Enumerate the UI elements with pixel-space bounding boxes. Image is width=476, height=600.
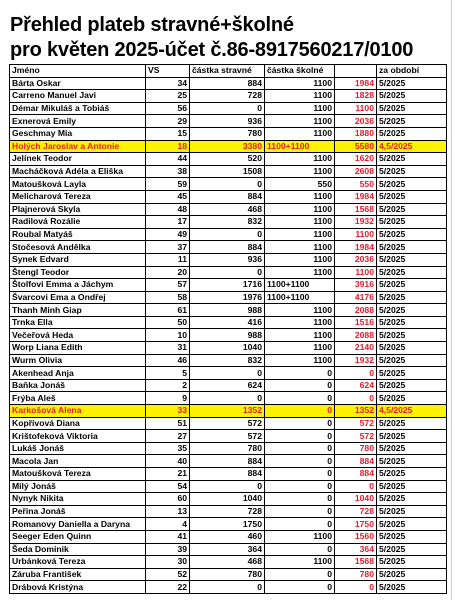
- table-row: [10, 153, 447, 166]
- cell-skolne: 1100: [265, 102, 335, 115]
- cell-name: Šeda Dominik: [10, 543, 146, 556]
- cell-skolne: 1100: [265, 115, 335, 128]
- cell-name: Lukáš Jonáš: [10, 442, 146, 455]
- table-row: [10, 329, 447, 342]
- table-row: [10, 190, 447, 203]
- cell-vs: 20: [146, 266, 190, 279]
- cell-name: Wurm Olivia: [10, 354, 146, 367]
- cell-stravne: 988: [190, 329, 265, 342]
- cell-skolne: 0: [265, 568, 335, 581]
- cell-total: 884: [335, 468, 377, 481]
- cell-total: 1932: [335, 354, 377, 367]
- cell-name: Štolfovi Emma a Jáchym: [10, 279, 146, 292]
- cell-name: Jelínek Teodor: [10, 153, 146, 166]
- cell-total: 550: [335, 178, 377, 191]
- cell-total: 1516: [335, 316, 377, 329]
- cell-period: 5/2025: [377, 367, 447, 380]
- table-row: [10, 367, 447, 380]
- table-row: [10, 266, 447, 279]
- cell-stravne: 1352: [190, 405, 265, 418]
- cell-vs: 17: [146, 216, 190, 229]
- cell-vs: 31: [146, 342, 190, 355]
- table-row: [10, 556, 447, 569]
- cell-total: 0: [335, 581, 377, 594]
- cell-name: Macháčková Adéla a Eliška: [10, 165, 146, 178]
- cell-vs: 45: [146, 190, 190, 203]
- cell-period: 5/2025: [377, 480, 447, 493]
- cell-vs: 58: [146, 291, 190, 304]
- cell-total: 364: [335, 543, 377, 556]
- cell-stravne: 468: [190, 556, 265, 569]
- cell-total: 0: [335, 480, 377, 493]
- cell-total: 1620: [335, 153, 377, 166]
- cell-skolne: 0: [265, 480, 335, 493]
- table-row: [10, 203, 447, 216]
- cell-period: 5/2025: [377, 190, 447, 203]
- cell-vs: 35: [146, 442, 190, 455]
- cell-period: 5/2025: [377, 127, 447, 140]
- cell-skolne: 1100: [265, 127, 335, 140]
- cell-period: 5/2025: [377, 518, 447, 531]
- cell-stravne: 780: [190, 442, 265, 455]
- cell-total: 2140: [335, 342, 377, 355]
- cell-skolne: 0: [265, 379, 335, 392]
- cell-skolne: 1100: [265, 165, 335, 178]
- cell-period: 5/2025: [377, 90, 447, 103]
- cell-name: Synek Edvard: [10, 253, 146, 266]
- cell-stravne: 884: [190, 455, 265, 468]
- cell-period: 5/2025: [377, 342, 447, 355]
- cell-name: Baňka Jonáš: [10, 379, 146, 392]
- cell-name: Milý Jonáš: [10, 480, 146, 493]
- cell-stravne: 416: [190, 316, 265, 329]
- cell-vs: 5: [146, 367, 190, 380]
- cell-name: Večeřová Heda: [10, 329, 146, 342]
- cell-period: 5/2025: [377, 455, 447, 468]
- cell-period: 5/2025: [377, 530, 447, 543]
- cell-vs: 25: [146, 90, 190, 103]
- cell-name: Peřina Jonáš: [10, 505, 146, 518]
- cell-skolne: 1100: [265, 253, 335, 266]
- cell-vs: 50: [146, 316, 190, 329]
- cell-skolne: 550: [265, 178, 335, 191]
- cell-skolne: 1100: [265, 342, 335, 355]
- cell-total: 1352: [335, 405, 377, 418]
- cell-name: Matoušková Tereza: [10, 468, 146, 481]
- header-total: [335, 65, 377, 78]
- cell-vs: 33: [146, 405, 190, 418]
- cell-name: Plajnerová Skyla: [10, 203, 146, 216]
- cell-period: 5/2025: [377, 543, 447, 556]
- cell-vs: 49: [146, 228, 190, 241]
- cell-name: Exnerová Emily: [10, 115, 146, 128]
- table-row: [10, 442, 447, 455]
- cell-vs: 52: [146, 568, 190, 581]
- cell-name: Švarcovi Ema a Ondřej: [10, 291, 146, 304]
- cell-skolne: 0: [265, 417, 335, 430]
- cell-vs: 10: [146, 329, 190, 342]
- table-row: [10, 241, 447, 254]
- cell-name: Matoušková Layla: [10, 178, 146, 191]
- table-row: [10, 90, 447, 103]
- cell-name: Frýba Aleš: [10, 392, 146, 405]
- table-row: [10, 518, 447, 531]
- cell-skolne: 1100: [265, 316, 335, 329]
- cell-total: 3916: [335, 279, 377, 292]
- cell-period: 5/2025: [377, 316, 447, 329]
- cell-period: 5/2025: [377, 253, 447, 266]
- cell-name: Macola Jan: [10, 455, 146, 468]
- cell-vs: 22: [146, 581, 190, 594]
- cell-period: 5/2025: [377, 216, 447, 229]
- cell-name: Démar Mikuláš a Tobiáš: [10, 102, 146, 115]
- table-row: [10, 228, 447, 241]
- cell-period: 5/2025: [377, 77, 447, 90]
- cell-stravne: 3380: [190, 140, 265, 153]
- cell-total: 2036: [335, 253, 377, 266]
- cell-period: 5/2025: [377, 153, 447, 166]
- cell-skolne: 1100: [265, 329, 335, 342]
- cell-total: 1828: [335, 90, 377, 103]
- header-period: za období: [377, 65, 447, 78]
- cell-vs: 39: [146, 543, 190, 556]
- cell-stravne: 780: [190, 127, 265, 140]
- header-stravne: částka stravné: [190, 65, 265, 78]
- cell-skolne: 0: [265, 405, 335, 418]
- cell-skolne: 1100: [265, 266, 335, 279]
- table-row: [10, 253, 447, 266]
- cell-name: Carreno Manuel Javi: [10, 90, 146, 103]
- cell-vs: 9: [146, 392, 190, 405]
- cell-period: 5/2025: [377, 228, 447, 241]
- table-row: [10, 568, 447, 581]
- cell-total: 2088: [335, 329, 377, 342]
- cell-period: 5/2025: [377, 165, 447, 178]
- cell-skolne: 0: [265, 442, 335, 455]
- cell-vs: 37: [146, 241, 190, 254]
- payments-table: [9, 64, 447, 594]
- table-row: [10, 279, 447, 292]
- cell-vs: 30: [146, 556, 190, 569]
- cell-stravne: 832: [190, 354, 265, 367]
- cell-name: Stočesová Andělka: [10, 241, 146, 254]
- cell-stravne: 1976: [190, 291, 265, 304]
- table-row: [10, 140, 447, 153]
- cell-name: Trnka Ella: [10, 316, 146, 329]
- cell-skolne: 1100: [265, 228, 335, 241]
- cell-name: Seeger Eden Quinn: [10, 530, 146, 543]
- cell-vs: 11: [146, 253, 190, 266]
- cell-total: 0: [335, 392, 377, 405]
- table-row: [10, 127, 447, 140]
- cell-period: 5/2025: [377, 291, 447, 304]
- cell-total: 1984: [335, 190, 377, 203]
- cell-vs: 13: [146, 505, 190, 518]
- cell-stravne: 0: [190, 392, 265, 405]
- cell-vs: 15: [146, 127, 190, 140]
- cell-stravne: 728: [190, 90, 265, 103]
- cell-skolne: 1100+1100: [265, 291, 335, 304]
- cell-total: 2088: [335, 304, 377, 317]
- cell-total: 1100: [335, 266, 377, 279]
- cell-name: Melicharová Tereza: [10, 190, 146, 203]
- cell-total: 624: [335, 379, 377, 392]
- cell-period: 5/2025: [377, 304, 447, 317]
- cell-stravne: 468: [190, 203, 265, 216]
- header-skolne: částka školné: [265, 65, 335, 78]
- cell-vs: 2: [146, 379, 190, 392]
- cell-stravne: 0: [190, 480, 265, 493]
- cell-skolne: 1100: [265, 556, 335, 569]
- cell-stravne: 1040: [190, 493, 265, 506]
- table-row: [10, 405, 447, 418]
- cell-name: Geschmay Mia: [10, 127, 146, 140]
- cell-stravne: 572: [190, 430, 265, 443]
- cell-vs: 54: [146, 480, 190, 493]
- cell-name: Worp Liana Edith: [10, 342, 146, 355]
- cell-skolne: 0: [265, 392, 335, 405]
- cell-total: 1100: [335, 228, 377, 241]
- cell-stravne: 936: [190, 115, 265, 128]
- cell-period: 5/2025: [377, 468, 447, 481]
- cell-skolne: 1100: [265, 530, 335, 543]
- cell-name: Thanh Minh Giap: [10, 304, 146, 317]
- cell-vs: 48: [146, 203, 190, 216]
- cell-vs: 27: [146, 430, 190, 443]
- cell-skolne: 1100: [265, 304, 335, 317]
- cell-total: 2608: [335, 165, 377, 178]
- cell-period: 5/2025: [377, 115, 447, 128]
- cell-total: 728: [335, 505, 377, 518]
- cell-total: 780: [335, 568, 377, 581]
- cell-total: 4176: [335, 291, 377, 304]
- cell-total: 0: [335, 367, 377, 380]
- cell-total: 1750: [335, 518, 377, 531]
- cell-stravne: 1716: [190, 279, 265, 292]
- cell-stravne: 884: [190, 190, 265, 203]
- cell-skolne: 0: [265, 468, 335, 481]
- cell-period: 5/2025: [377, 241, 447, 254]
- cell-vs: 61: [146, 304, 190, 317]
- cell-period: 5/2025: [377, 493, 447, 506]
- page-title: Přehled plateb stravné+školné: [10, 14, 294, 36]
- cell-stravne: 0: [190, 581, 265, 594]
- cell-total: 1880: [335, 127, 377, 140]
- cell-stravne: 0: [190, 102, 265, 115]
- cell-total: 1984: [335, 241, 377, 254]
- cell-skolne: 1100: [265, 77, 335, 90]
- table-row: [10, 77, 447, 90]
- cell-period: 5/2025: [377, 354, 447, 367]
- cell-name: Kopřivová Diana: [10, 417, 146, 430]
- cell-period: 4,5/2025: [377, 405, 447, 418]
- cell-period: 5/2025: [377, 203, 447, 216]
- cell-vs: 44: [146, 153, 190, 166]
- cell-vs: 40: [146, 455, 190, 468]
- table-row: [10, 342, 447, 355]
- cell-stravne: 0: [190, 178, 265, 191]
- cell-total: 1932: [335, 216, 377, 229]
- cell-name: Roubal Matyáš: [10, 228, 146, 241]
- cell-stravne: 364: [190, 543, 265, 556]
- cell-total: 1560: [335, 530, 377, 543]
- cell-total: 572: [335, 417, 377, 430]
- cell-stravne: 884: [190, 241, 265, 254]
- table-row: [10, 379, 447, 392]
- cell-vs: 57: [146, 279, 190, 292]
- cell-skolne: 1100: [265, 241, 335, 254]
- cell-vs: 46: [146, 354, 190, 367]
- cell-name: Urbánková Tereza: [10, 556, 146, 569]
- table-row: [10, 430, 447, 443]
- cell-stravne: 884: [190, 468, 265, 481]
- cell-period: 5/2025: [377, 442, 447, 455]
- cell-name: Krištofeková Viktoria: [10, 430, 146, 443]
- cell-stravne: 520: [190, 153, 265, 166]
- cell-name: Radilová Rozálie: [10, 216, 146, 229]
- cell-period: 5/2025: [377, 279, 447, 292]
- cell-total: 2036: [335, 115, 377, 128]
- cell-name: Záruba František: [10, 568, 146, 581]
- table-header-row: [10, 65, 447, 78]
- cell-vs: 34: [146, 77, 190, 90]
- table-row: [10, 316, 447, 329]
- cell-vs: 38: [146, 165, 190, 178]
- table-row: [10, 417, 447, 430]
- cell-total: 780: [335, 442, 377, 455]
- cell-stravne: 728: [190, 505, 265, 518]
- page-subtitle: pro květen 2025-účet č.86-8917560217/0100: [10, 39, 414, 61]
- cell-skolne: 0: [265, 518, 335, 531]
- cell-total: 1040: [335, 493, 377, 506]
- cell-stravne: 832: [190, 216, 265, 229]
- cell-period: 5/2025: [377, 178, 447, 191]
- cell-name: Romanovy Daniella a Daryna: [10, 518, 146, 531]
- cell-skolne: 0: [265, 455, 335, 468]
- cell-stravne: 884: [190, 77, 265, 90]
- cell-stravne: 0: [190, 266, 265, 279]
- cell-skolne: 1100: [265, 153, 335, 166]
- cell-skolne: 0: [265, 430, 335, 443]
- cell-skolne: 0: [265, 543, 335, 556]
- cell-period: 5/2025: [377, 505, 447, 518]
- cell-vs: 29: [146, 115, 190, 128]
- cell-total: 1984: [335, 77, 377, 90]
- cell-skolne: 0: [265, 493, 335, 506]
- cell-period: 5/2025: [377, 392, 447, 405]
- table-row: [10, 455, 447, 468]
- cell-vs: 4: [146, 518, 190, 531]
- cell-stravne: 1040: [190, 342, 265, 355]
- cell-name: Holých Jaroslav a Antonie: [10, 140, 146, 153]
- cell-skolne: 1100: [265, 190, 335, 203]
- cell-name: Karkošová Alena: [10, 405, 146, 418]
- table-row: [10, 216, 447, 229]
- cell-skolne: 0: [265, 367, 335, 380]
- cell-period: 5/2025: [377, 379, 447, 392]
- cell-name: Akenhead Anja: [10, 367, 146, 380]
- table-row: [10, 480, 447, 493]
- cell-vs: 21: [146, 468, 190, 481]
- table-row: [10, 581, 447, 594]
- table-row: [10, 178, 447, 191]
- cell-stravne: 0: [190, 228, 265, 241]
- cell-name: Štengl Teodor: [10, 266, 146, 279]
- cell-vs: 41: [146, 530, 190, 543]
- cell-name: Bárta Oskar: [10, 77, 146, 90]
- cell-skolne: 1100: [265, 216, 335, 229]
- table-row: [10, 530, 447, 543]
- table-row: [10, 392, 447, 405]
- cell-period: 5/2025: [377, 417, 447, 430]
- page-edge-line: [451, 0, 452, 600]
- table-row: [10, 354, 447, 367]
- cell-vs: 56: [146, 102, 190, 115]
- cell-period: 4,5/2025: [377, 140, 447, 153]
- cell-name: Nynyk Nikita: [10, 493, 146, 506]
- cell-stravne: 988: [190, 304, 265, 317]
- cell-period: 5/2025: [377, 556, 447, 569]
- cell-total: 1100: [335, 102, 377, 115]
- cell-skolne: 1100: [265, 354, 335, 367]
- header-name: Jméno: [10, 65, 146, 78]
- cell-skolne: 1100+1100: [265, 140, 335, 153]
- cell-stravne: 780: [190, 568, 265, 581]
- cell-total: 5580: [335, 140, 377, 153]
- cell-stravne: 572: [190, 417, 265, 430]
- cell-total: 884: [335, 455, 377, 468]
- cell-stravne: 936: [190, 253, 265, 266]
- cell-stravne: 1750: [190, 518, 265, 531]
- table-row: [10, 165, 447, 178]
- cell-total: 1568: [335, 203, 377, 216]
- cell-skolne: 1100: [265, 203, 335, 216]
- table-row: [10, 115, 447, 128]
- cell-vs: 60: [146, 493, 190, 506]
- cell-stravne: 460: [190, 530, 265, 543]
- header-vs: VS: [146, 65, 190, 78]
- table-row: [10, 505, 447, 518]
- cell-vs: 51: [146, 417, 190, 430]
- cell-skolne: 0: [265, 505, 335, 518]
- table-row: [10, 304, 447, 317]
- cell-period: 5/2025: [377, 581, 447, 594]
- cell-skolne: 1100+1100: [265, 279, 335, 292]
- table-row: [10, 291, 447, 304]
- cell-stravne: 1508: [190, 165, 265, 178]
- cell-name: Drábová Kristýna: [10, 581, 146, 594]
- cell-period: 5/2025: [377, 266, 447, 279]
- cell-period: 5/2025: [377, 568, 447, 581]
- cell-total: 1568: [335, 556, 377, 569]
- cell-total: 572: [335, 430, 377, 443]
- table-row: [10, 102, 447, 115]
- cell-vs: 18: [146, 140, 190, 153]
- cell-period: 5/2025: [377, 430, 447, 443]
- table-row: [10, 543, 447, 556]
- cell-stravne: 624: [190, 379, 265, 392]
- table-row: [10, 493, 447, 506]
- cell-stravne: 0: [190, 367, 265, 380]
- cell-skolne: 0: [265, 581, 335, 594]
- cell-vs: 59: [146, 178, 190, 191]
- table-row: [10, 468, 447, 481]
- cell-period: 5/2025: [377, 102, 447, 115]
- cell-skolne: 1100: [265, 90, 335, 103]
- cell-period: 5/2025: [377, 329, 447, 342]
